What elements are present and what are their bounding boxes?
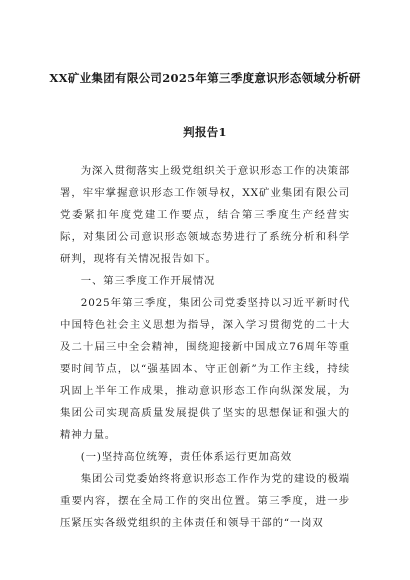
document-title-line-2: 判报告1 bbox=[183, 125, 227, 139]
section-heading-1: 一、第三季度工作开展情况 bbox=[80, 275, 216, 287]
subsection-heading-1: (一)坚持高位统筹，责任体系运行更加高效 bbox=[80, 451, 292, 463]
subsection-1-paragraph: 集团公司党委始终将意识形态工作作为党的建设的极端重要内容，摆在全局工作的突出位置。第三季度，进一步压紧压实各级党组织的主体责任和领导干部的“一岗双 bbox=[60, 473, 350, 529]
intro-paragraph: 为深入贯彻落实上级党组织关于意识形态工作的决策部署，牢牢掌握意识形态工作领导权，XX矿业集团有限公司党委紧扣年度党建工作要点，结合第三季度生产经营实际，对集团公司意识形态领域态势进行了系统分析和科学研判，现将有关情况报告如下。 bbox=[60, 165, 350, 265]
section-1-paragraph: 2025年第三季度，集团公司党委坚持以习近平新时代中国特色社会主义思想为指导，深入学习贯彻党的二十大及二十届三中全会精神，围绕迎接新中国成立76周年等重要时间节点，以“强基固本、守正创新”为工作主线，持续巩固上半年工作成果，推动意识形态工作向纵深发展，为集团公司实现高质量发展提供了坚实的思想保证和强大的精神力量。 bbox=[60, 297, 350, 441]
document-title-line-1: XX矿业集团有限公司2025年第三季度意识形态领域分析研 bbox=[49, 71, 361, 85]
document-body bbox=[60, 160, 350, 534]
